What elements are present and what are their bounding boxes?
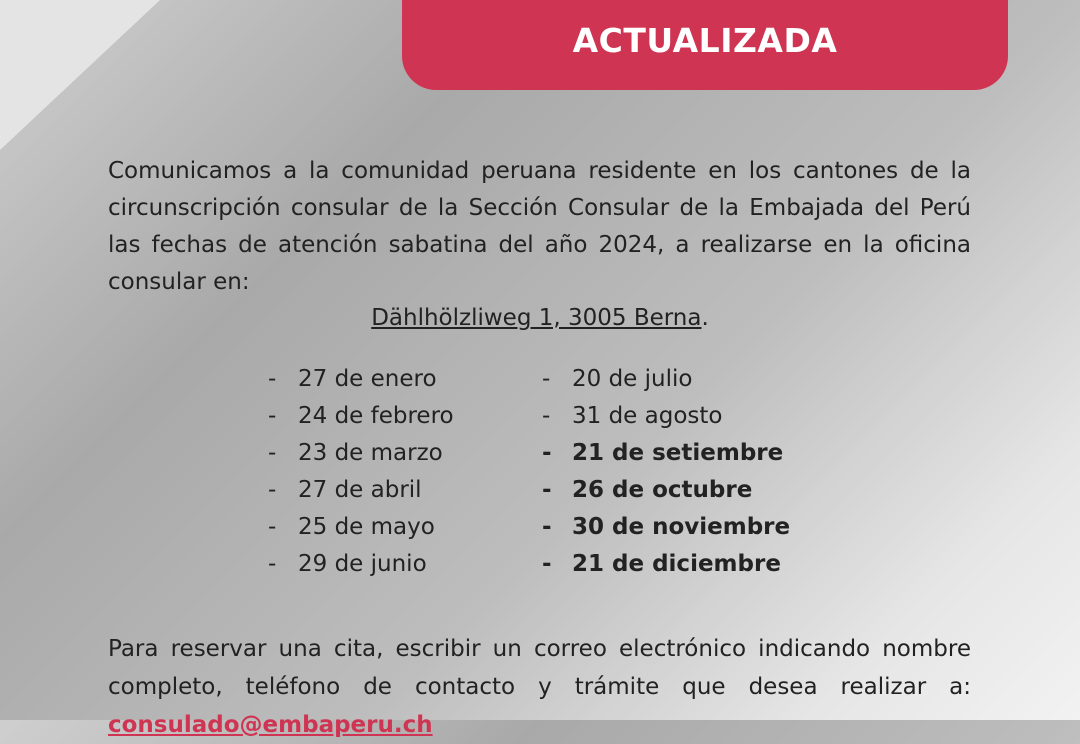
corner-decoration: [0, 0, 160, 150]
dash-bullet: -: [542, 440, 552, 466]
date-label: 26 de octubre: [572, 477, 753, 503]
date-item-highlighted: [542, 509, 790, 546]
date-label: 30 de noviembre: [572, 514, 791, 540]
dates-list-left: [268, 361, 454, 583]
date-item: [268, 472, 454, 509]
date-label: 23 de marzo: [298, 440, 443, 466]
intro-paragraph: Comunicamos a la comunidad peruana residente en los cantones de la circunscripción consular de la Sección Consular de la Embajada del Perú las fechas de atención sabatina del año 2024, a realizarse en la oficina consular en:: [108, 158, 971, 295]
date-item-highlighted: [542, 472, 790, 509]
closing-text: Para reservar una cita, escribir un correo electrónico indicando nombre completo, teléfono de contacto y trámite que desea realizar a:: [108, 636, 971, 700]
date-label: 25 de mayo: [298, 514, 435, 540]
dash-bullet: -: [268, 514, 277, 540]
email-link[interactable]: consulado@embaperu.ch: [108, 712, 433, 738]
dash-bullet: -: [542, 514, 552, 540]
dash-bullet: -: [542, 366, 551, 392]
dash-bullet: -: [268, 477, 277, 503]
date-label: 27 de enero: [298, 366, 437, 392]
date-item-highlighted: [542, 546, 790, 583]
dash-bullet: -: [542, 551, 552, 577]
date-label: 21 de diciembre: [572, 551, 781, 577]
address-suffix: .: [701, 305, 709, 331]
date-label: 27 de abril: [298, 477, 422, 503]
address-link[interactable]: Dählhölzliweg 1, 3005 Berna: [371, 305, 702, 331]
date-item: [542, 398, 790, 435]
banner-title: ACTUALIZADA: [572, 21, 838, 60]
date-label: 20 de julio: [572, 366, 693, 392]
dates-list-right: [542, 361, 790, 583]
date-item: [268, 509, 454, 546]
date-label: 29 de junio: [298, 551, 427, 577]
date-item: [268, 398, 454, 435]
dash-bullet: -: [268, 551, 277, 577]
dash-bullet: -: [542, 477, 552, 503]
date-item: [268, 546, 454, 583]
date-label: 24 de febrero: [298, 403, 454, 429]
dash-bullet: -: [268, 366, 277, 392]
date-item: [542, 361, 790, 398]
date-item: [268, 361, 454, 398]
header-banner: [402, 0, 1008, 90]
dash-bullet: -: [268, 440, 277, 466]
dash-bullet: -: [268, 403, 277, 429]
address-line: [0, 300, 1080, 337]
date-label: 21 de setiembre: [572, 440, 784, 466]
closing-paragraph: [108, 630, 971, 744]
date-label: 31 de agosto: [572, 403, 723, 429]
dash-bullet: -: [542, 403, 551, 429]
date-item-highlighted: [542, 435, 790, 472]
date-item: [268, 435, 454, 472]
